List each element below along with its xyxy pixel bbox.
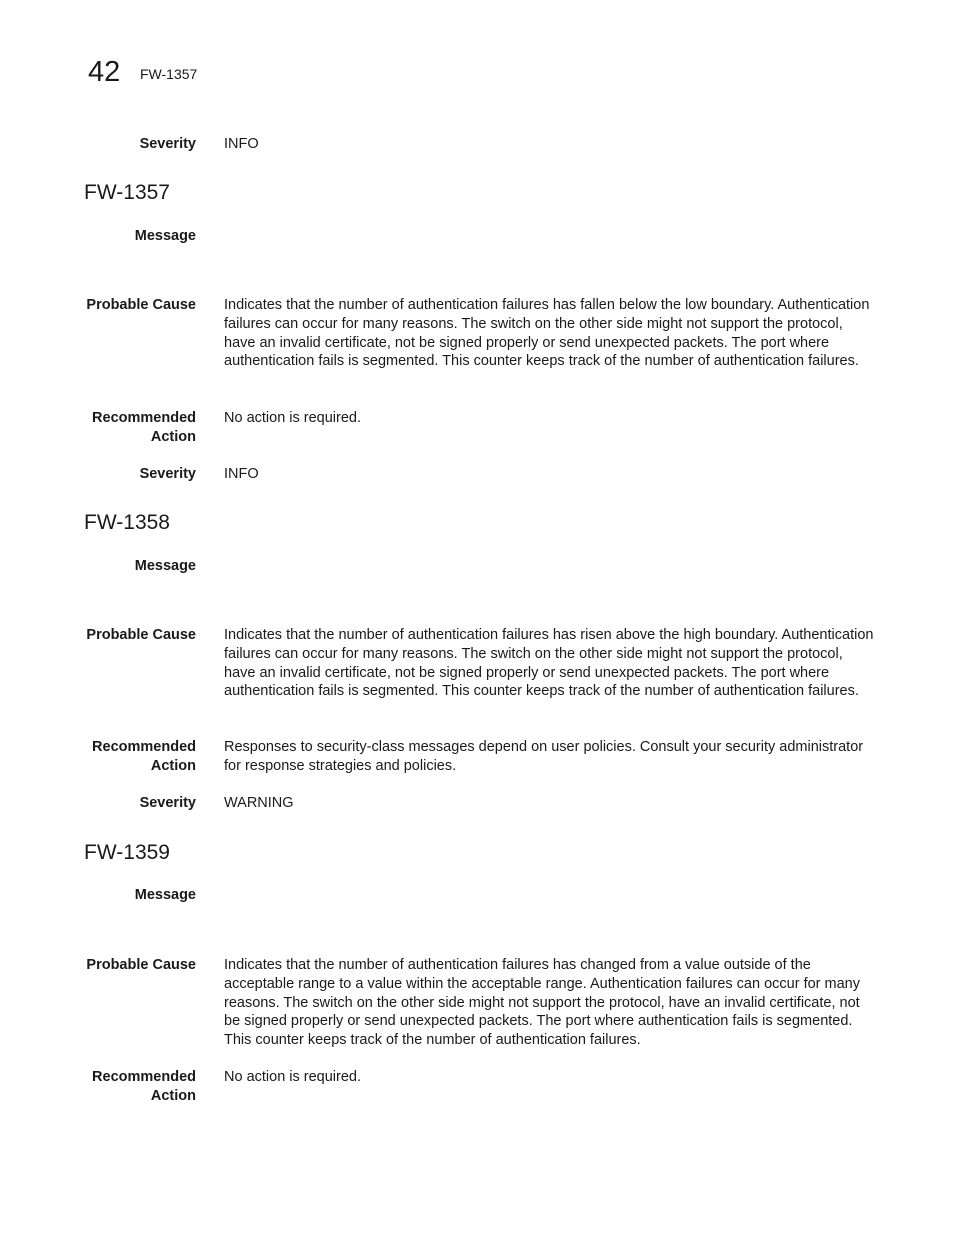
probable-cause-label: Probable Cause [86, 297, 196, 313]
message-label: Message [134, 887, 196, 903]
section-heading-fw-1357: FW-1357 [84, 181, 170, 204]
severity-value: WARNING [224, 795, 294, 811]
probable-cause-label: Probable Cause [86, 957, 196, 973]
message-label: Message [134, 558, 196, 574]
recommended-action-text: Responses to security-class messages depend on user policies. Consult your security administrator for response strategies and policies. [224, 739, 864, 774]
recommended-action-text: No action is required. [224, 410, 362, 426]
severity-label: Severity [139, 466, 196, 482]
section-heading-fw-1359: FW-1359 [84, 841, 170, 864]
recommended-action-label [46, 409, 196, 447]
severity-label: Severity [139, 136, 196, 152]
probable-cause-text: Indicates that the number of authentication failures has risen above the high boundary. Authentication failures can occur for many reasons. The switch on the other side might not support the protocol, have an invalid certificate, not be signed properly or send unexpected packets. The port where authentication fails is segmented. This counter keeps track of the number of authentication failures. [224, 627, 874, 700]
message-label: Message [134, 228, 196, 244]
severity-value: INFO [224, 136, 259, 152]
recommended-label-line2: Action [150, 1088, 196, 1104]
recommended-action-label [46, 1068, 196, 1106]
probable-cause-text: Indicates that the number of authentication failures has changed from a value outside of the acceptable range to a value within the acceptable range. Authentication failures can occur for many reasons. The switch on the other side might not support the protocol, have an invalid certificate, not be signed properly or send unexpected packets. The port where authentication fails is segmented. This counter keeps track of the number of authentication failures. [224, 957, 860, 1049]
recommended-label-line1: Recommended [92, 1069, 196, 1085]
recommended-label-line1: Recommended [92, 410, 196, 426]
severity-label: Severity [139, 795, 196, 811]
recommended-label-line2: Action [150, 429, 196, 445]
section-heading-fw-1358: FW-1358 [84, 511, 170, 534]
recommended-label-line2: Action [150, 758, 196, 774]
running-title: FW-1357 [140, 66, 198, 82]
probable-cause-text: Indicates that the number of authentication failures has fallen below the low boundary. Authentication failures can occur for many reasons. The switch on the other side might not support the protocol, have an invalid certificate, not be signed properly or send unexpected packets. The port where authentication fails is segmented. This counter keeps track of the number of authentication failures. [224, 297, 870, 370]
recommended-action-text: No action is required. [224, 1069, 362, 1085]
severity-value: INFO [224, 466, 259, 482]
probable-cause-label: Probable Cause [86, 627, 196, 643]
recommended-action-label [46, 738, 196, 776]
recommended-label-line1: Recommended [92, 739, 196, 755]
page-number: 42 [88, 56, 121, 88]
